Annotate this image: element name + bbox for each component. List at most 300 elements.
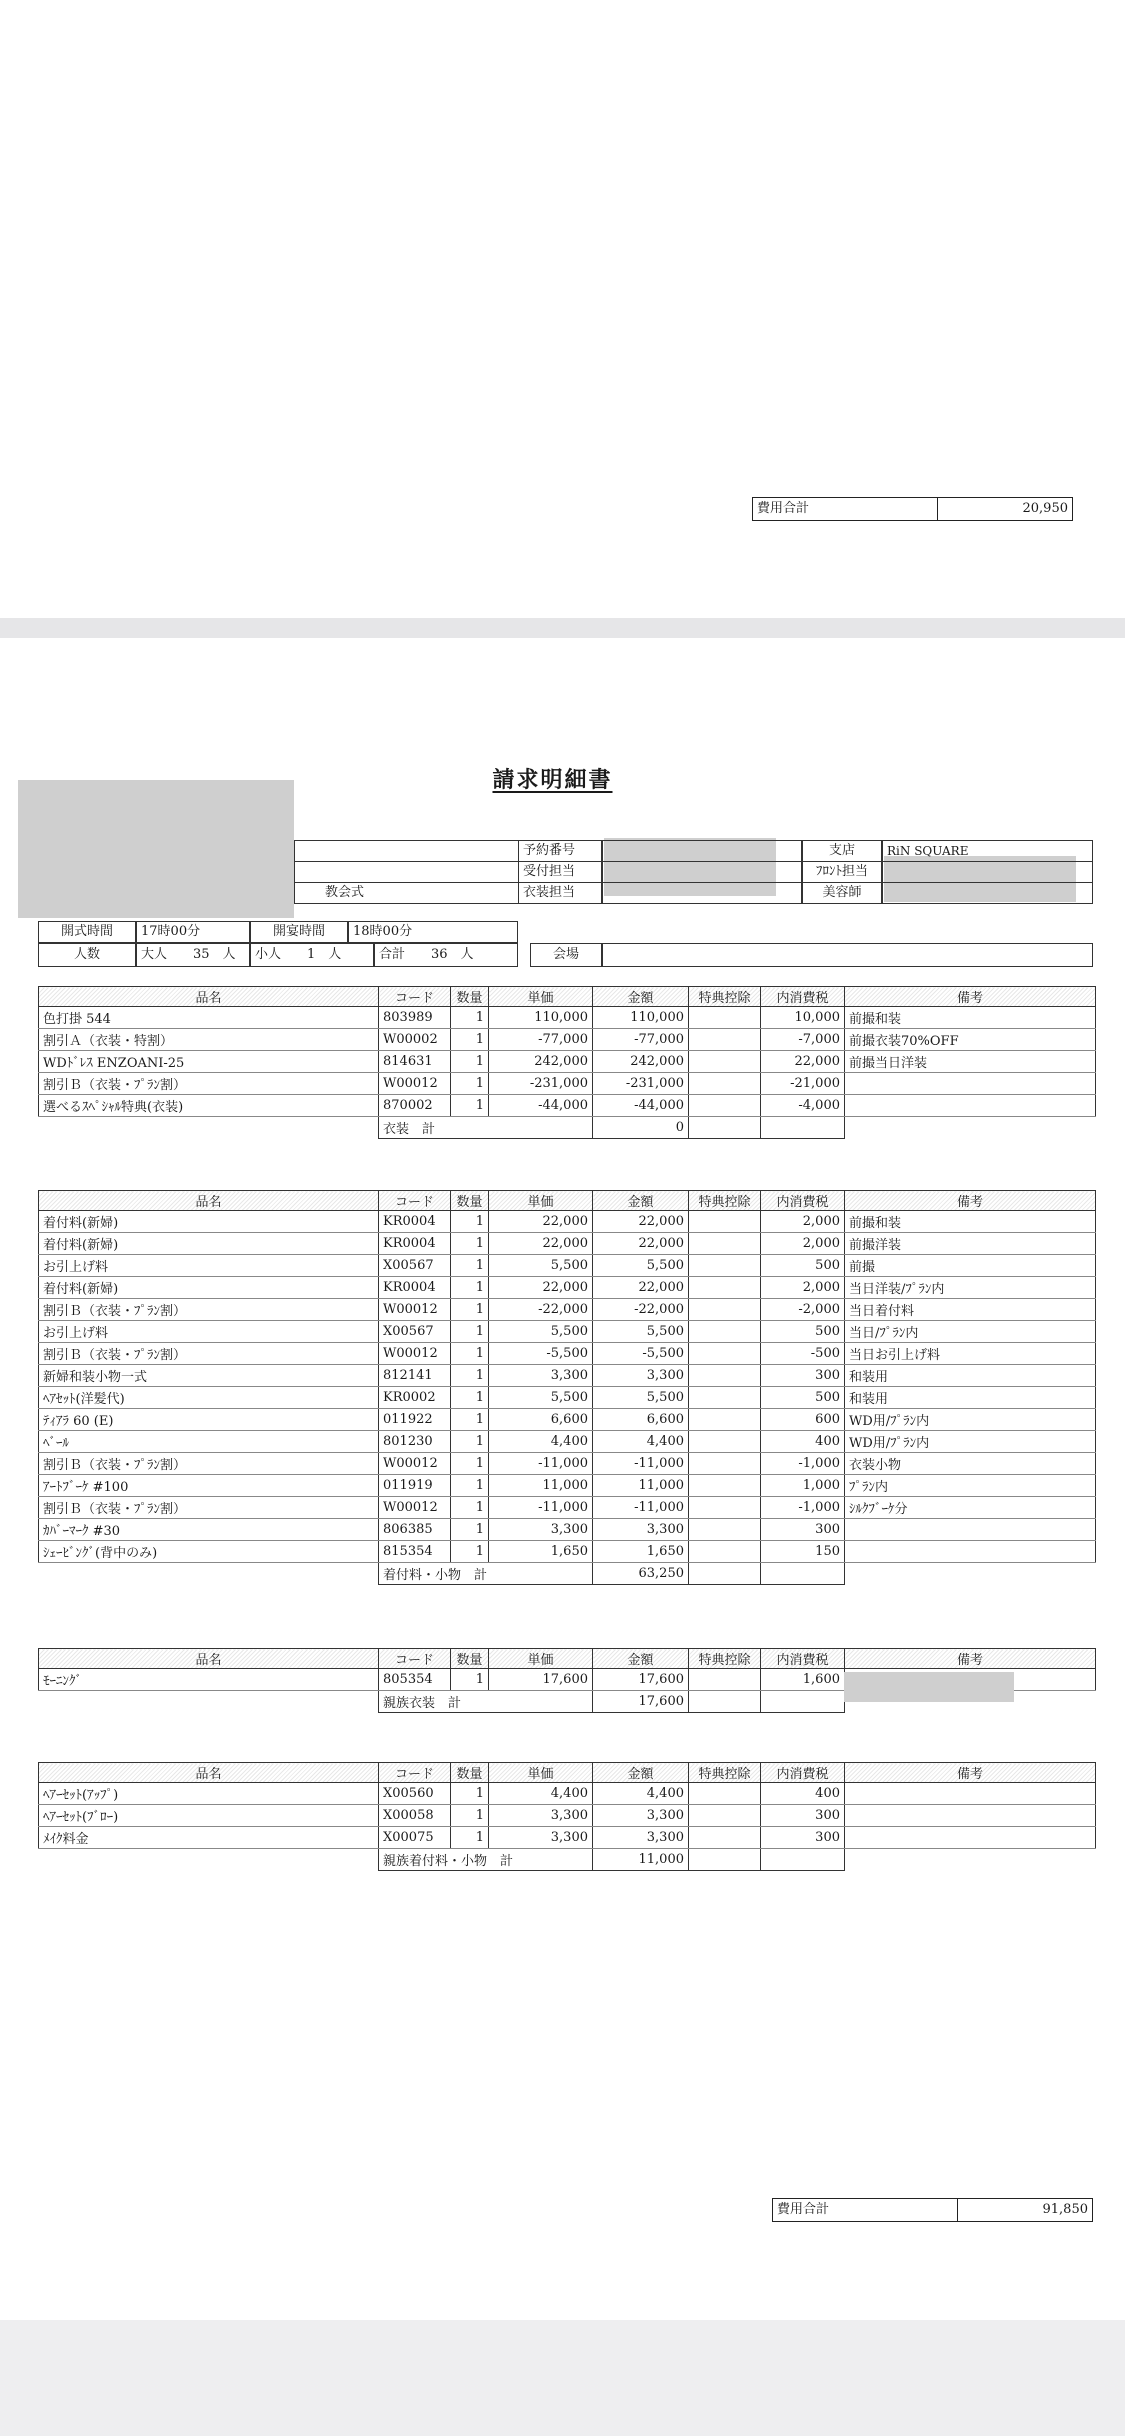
cell-name: 着付料(新婦) (39, 1211, 379, 1233)
table-row (39, 1343, 1096, 1365)
cell-tax: 2,000 (761, 1211, 845, 1233)
cell-unit: -11,000 (489, 1497, 593, 1519)
table-row (39, 1277, 1096, 1299)
subtotal-deduction (689, 1691, 761, 1713)
subtotal-row (39, 1117, 1096, 1139)
grand-total-value: 91,850 (1042, 2202, 1088, 2217)
reservation-no-label: 予約番号 (518, 840, 602, 862)
cell-code: 812141 (379, 1365, 451, 1387)
subtotal-value: 11,000 (593, 1849, 689, 1871)
cell-amount: 22,000 (593, 1277, 689, 1299)
cell-tax: -4,000 (761, 1095, 845, 1117)
table-row (39, 1211, 1096, 1233)
cell-code: 803989 (379, 1007, 451, 1029)
cell-note (845, 1805, 1096, 1827)
cell-tax: 400 (761, 1431, 845, 1453)
table-row (39, 1073, 1096, 1095)
cell-amount: 1,650 (593, 1541, 689, 1563)
column-header-tax: 内消費税 (761, 1763, 845, 1783)
cell-deduction (689, 1541, 761, 1563)
cell-unit: 6,600 (489, 1409, 593, 1431)
subtotal-row (39, 1849, 1096, 1871)
total-people: 合計 36 人 (374, 943, 518, 967)
cell-deduction (689, 1051, 761, 1073)
cell-name: お引上げ料 (39, 1321, 379, 1343)
column-header-qty: 数量 (451, 1763, 489, 1783)
cell-code: X00567 (379, 1255, 451, 1277)
cell-name: 割引Ｂ（衣装・ﾌﾟﾗﾝ割） (39, 1497, 379, 1519)
invoice-sheet (0, 638, 1125, 2320)
beautician-label: 美容師 (802, 882, 882, 904)
cell-unit: 3,300 (489, 1805, 593, 1827)
cell-qty: 1 (451, 1497, 489, 1519)
column-header-code: コード (379, 1191, 451, 1211)
cell-unit: -44,000 (489, 1095, 593, 1117)
column-header-note: 備考 (845, 987, 1096, 1007)
cell-unit: 242,000 (489, 1051, 593, 1073)
table-row (39, 1409, 1096, 1431)
table-header-row (39, 1763, 1096, 1783)
table-row (39, 1051, 1096, 1073)
cell-code: 814631 (379, 1051, 451, 1073)
cell-amount: -231,000 (593, 1073, 689, 1095)
column-header-tax: 内消費税 (761, 987, 845, 1007)
page1-total-value: 20,950 (1022, 501, 1068, 516)
table-row (39, 1387, 1096, 1409)
costume-staff-value (602, 882, 802, 904)
cell-amount: -44,000 (593, 1095, 689, 1117)
cell-amount: 17,600 (593, 1669, 689, 1691)
cell-name: ﾓｰﾆﾝｸﾞ (39, 1669, 379, 1691)
cell-note (845, 1827, 1096, 1849)
people-label: 人数 (38, 943, 136, 967)
cell-tax: -500 (761, 1343, 845, 1365)
cell-deduction (689, 1299, 761, 1321)
cell-qty: 1 (451, 1321, 489, 1343)
cell-code: KR0004 (379, 1233, 451, 1255)
subtotal-spacer-end (845, 1117, 1096, 1139)
column-header-deduction: 特典控除 (689, 1763, 761, 1783)
cell-code: KR0002 (379, 1387, 451, 1409)
cell-note: 前撮 (845, 1255, 1096, 1277)
cell-name: 着付料(新婦) (39, 1233, 379, 1255)
cell-deduction (689, 1343, 761, 1365)
cell-amount: 5,500 (593, 1255, 689, 1277)
page-divider (0, 618, 1125, 638)
page1-total-label: 費用合計 (753, 498, 938, 520)
column-header-deduction: 特典控除 (689, 1649, 761, 1669)
cell-unit: 4,400 (489, 1783, 593, 1805)
dressing-table (38, 1190, 1096, 1585)
cell-deduction (689, 1095, 761, 1117)
cell-note: 当日着付料 (845, 1299, 1096, 1321)
cell-qty: 1 (451, 1051, 489, 1073)
column-header-qty: 数量 (451, 987, 489, 1007)
cell-qty: 1 (451, 1255, 489, 1277)
cell-deduction (689, 1669, 761, 1691)
cell-deduction (689, 1453, 761, 1475)
cell-note: 当日お引上げ料 (845, 1343, 1096, 1365)
cell-qty: 1 (451, 1387, 489, 1409)
table-row (39, 1827, 1096, 1849)
subtotal-row (39, 1563, 1096, 1585)
cell-amount: 3,300 (593, 1519, 689, 1541)
cell-qty: 1 (451, 1277, 489, 1299)
reception-value (602, 861, 802, 883)
venue-suffix: 教会式 (294, 882, 518, 904)
cell-unit: 1,650 (489, 1541, 593, 1563)
column-header-amount: 金額 (593, 987, 689, 1007)
cell-name: 割引Ｂ（衣装・ﾌﾟﾗﾝ割） (39, 1299, 379, 1321)
cell-deduction (689, 1431, 761, 1453)
subtotal-label: 親族衣装 計 (379, 1691, 593, 1713)
costume-staff-label: 衣装担当 (518, 882, 602, 904)
cell-unit: 3,300 (489, 1827, 593, 1849)
cell-tax: 1,600 (761, 1669, 845, 1691)
cell-code: X00075 (379, 1827, 451, 1849)
cell-name: WDﾄﾞﾚｽ ENZOANI-25 (39, 1051, 379, 1073)
subtotal-tax (761, 1117, 845, 1139)
column-header-qty: 数量 (451, 1649, 489, 1669)
cell-deduction (689, 1211, 761, 1233)
cell-name: 割引Ｂ（衣装・ﾌﾟﾗﾝ割） (39, 1453, 379, 1475)
cell-qty: 1 (451, 1453, 489, 1475)
cell-amount: -22,000 (593, 1299, 689, 1321)
cell-unit: 5,500 (489, 1321, 593, 1343)
cell-tax: -7,000 (761, 1029, 845, 1051)
cell-name: 選べるｽﾍﾟｼｬﾙ特典(衣装) (39, 1095, 379, 1117)
table-row (39, 1783, 1096, 1805)
cell-name: ｶﾊﾞｰﾏｰｸ #30 (39, 1519, 379, 1541)
cell-qty: 1 (451, 1805, 489, 1827)
table-row (39, 1475, 1096, 1497)
cell-unit: 4,400 (489, 1431, 593, 1453)
subtotal-label: 親族着付料・小物 計 (379, 1849, 593, 1871)
cell-code: 806385 (379, 1519, 451, 1541)
cell-name: 割引Ｂ（衣装・ﾌﾟﾗﾝ割） (39, 1073, 379, 1095)
cell-amount: 22,000 (593, 1233, 689, 1255)
cell-deduction (689, 1497, 761, 1519)
cell-qty: 1 (451, 1669, 489, 1691)
table-row (39, 1541, 1096, 1563)
cell-tax: 300 (761, 1519, 845, 1541)
subtotal-tax (761, 1691, 845, 1713)
cell-code: W00012 (379, 1299, 451, 1321)
table-row (39, 1805, 1096, 1827)
table-row (39, 1299, 1096, 1321)
subtotal-deduction (689, 1117, 761, 1139)
cell-code: W00002 (379, 1029, 451, 1051)
cell-code: X00567 (379, 1321, 451, 1343)
subtotal-spacer (39, 1563, 379, 1585)
front-value (882, 861, 1093, 883)
table-row (39, 1321, 1096, 1343)
column-header-name: 品名 (39, 1191, 379, 1211)
cell-amount: 110,000 (593, 1007, 689, 1029)
cell-note (845, 1783, 1096, 1805)
cell-unit: -77,000 (489, 1029, 593, 1051)
cell-deduction (689, 1321, 761, 1343)
column-header-unit: 単価 (489, 1763, 593, 1783)
children-count: 小人 1 人 (250, 943, 374, 967)
subtotal-label: 衣装 計 (379, 1117, 593, 1139)
column-header-deduction: 特典控除 (689, 1191, 761, 1211)
adults-count: 大人 35 人 (136, 943, 250, 967)
cell-deduction (689, 1409, 761, 1431)
cell-qty: 1 (451, 1299, 489, 1321)
cell-name: 色打掛 544 (39, 1007, 379, 1029)
cell-tax: 2,000 (761, 1277, 845, 1299)
cell-deduction (689, 1029, 761, 1051)
cell-qty: 1 (451, 1343, 489, 1365)
cell-deduction (689, 1255, 761, 1277)
cell-tax: 500 (761, 1321, 845, 1343)
cell-note: 和装用 (845, 1387, 1096, 1409)
cell-amount: 5,500 (593, 1321, 689, 1343)
cell-name: ｼｪｰﾋﾞﾝｸﾞ(背中のみ) (39, 1541, 379, 1563)
cell-unit: 22,000 (489, 1277, 593, 1299)
cell-unit: 5,500 (489, 1387, 593, 1409)
table-row (39, 1453, 1096, 1475)
column-header-unit: 単価 (489, 1191, 593, 1211)
cell-amount: 242,000 (593, 1051, 689, 1073)
document-title: 請求明細書 (492, 767, 613, 793)
cell-qty: 1 (451, 1783, 489, 1805)
cell-note: 前撮和装 (845, 1007, 1096, 1029)
cell-deduction (689, 1365, 761, 1387)
cell-unit: 17,600 (489, 1669, 593, 1691)
cell-unit: 11,000 (489, 1475, 593, 1497)
cell-tax: 10,000 (761, 1007, 845, 1029)
cell-tax: 500 (761, 1387, 845, 1409)
cell-note: ﾌﾟﾗﾝ内 (845, 1475, 1096, 1497)
ceremony-time-label: 開式時間 (38, 921, 136, 943)
cell-qty: 1 (451, 1827, 489, 1849)
cell-code: 801230 (379, 1431, 451, 1453)
grand-total-box (772, 2198, 1093, 2222)
cell-deduction (689, 1805, 761, 1827)
cell-name: ﾍﾞｰﾙ (39, 1431, 379, 1453)
cell-amount: 3,300 (593, 1365, 689, 1387)
cell-code: W00012 (379, 1453, 451, 1475)
table-row (39, 1095, 1096, 1117)
cell-unit: -5,500 (489, 1343, 593, 1365)
subtotal-spacer (39, 1117, 379, 1139)
column-header-tax: 内消費税 (761, 1191, 845, 1211)
customer-name-cell (294, 840, 518, 862)
table-row (39, 1519, 1096, 1541)
cell-deduction (689, 1073, 761, 1095)
cell-unit: 22,000 (489, 1233, 593, 1255)
cell-note: 前撮衣装70%OFF (845, 1029, 1096, 1051)
cell-code: 805354 (379, 1669, 451, 1691)
reception-time-label: 開宴時間 (250, 921, 348, 943)
cell-code: X00560 (379, 1783, 451, 1805)
cell-deduction (689, 1233, 761, 1255)
column-header-amount: 金額 (593, 1191, 689, 1211)
column-header-note: 備考 (845, 1191, 1096, 1211)
customer-address-cell (294, 861, 518, 883)
cell-tax: 22,000 (761, 1051, 845, 1073)
cell-code: W00012 (379, 1497, 451, 1519)
cell-note: ｼﾙｸﾌﾞｰｹ分 (845, 1497, 1096, 1519)
costume-table (38, 986, 1096, 1139)
cell-amount: 4,400 (593, 1431, 689, 1453)
column-header-amount: 金額 (593, 1763, 689, 1783)
subtotal-value: 17,600 (593, 1691, 689, 1713)
subtotal-deduction (689, 1849, 761, 1871)
cell-deduction (689, 1827, 761, 1849)
cell-name: 着付料(新婦) (39, 1277, 379, 1299)
cell-note (845, 1073, 1096, 1095)
cell-qty: 1 (451, 1007, 489, 1029)
cell-unit: 3,300 (489, 1365, 593, 1387)
page1-total-box (752, 497, 1073, 521)
cell-tax: 1,000 (761, 1475, 845, 1497)
table-row (39, 1029, 1096, 1051)
beautician-value (882, 882, 1093, 904)
table-row (39, 1497, 1096, 1519)
cell-tax: 300 (761, 1827, 845, 1849)
cell-name: 割引Ａ（衣装・特割） (39, 1029, 379, 1051)
cell-name: ﾍｱｰｾｯﾄ(ｱｯﾌﾟ) (39, 1783, 379, 1805)
column-header-unit: 単価 (489, 1649, 593, 1669)
subtotal-value: 0 (593, 1117, 689, 1139)
branch-label: 支店 (802, 840, 882, 862)
cell-code: 815354 (379, 1541, 451, 1563)
subtotal-tax (761, 1849, 845, 1871)
previous-sheet (0, 0, 1125, 618)
table-row (39, 1431, 1096, 1453)
cell-note (845, 1519, 1096, 1541)
cell-code: X00058 (379, 1805, 451, 1827)
cell-code: 011919 (379, 1475, 451, 1497)
cell-tax: -2,000 (761, 1299, 845, 1321)
cell-amount: -11,000 (593, 1453, 689, 1475)
cell-unit: -231,000 (489, 1073, 593, 1095)
cell-tax: 150 (761, 1541, 845, 1563)
table-header-row (39, 1649, 1096, 1669)
cell-unit: 110,000 (489, 1007, 593, 1029)
cell-deduction (689, 1387, 761, 1409)
reception-label: 受付担当 (518, 861, 602, 883)
column-header-name: 品名 (39, 1763, 379, 1783)
cell-code: KR0004 (379, 1277, 451, 1299)
front-label: ﾌﾛﾝﾄ担当 (802, 861, 882, 883)
cell-deduction (689, 1475, 761, 1497)
cell-qty: 1 (451, 1073, 489, 1095)
subtotal-spacer-end (845, 1849, 1096, 1871)
column-header-tax: 内消費税 (761, 1649, 845, 1669)
cell-unit: 22,000 (489, 1211, 593, 1233)
cell-note: WD用/ﾌﾟﾗﾝ内 (845, 1409, 1096, 1431)
cell-qty: 1 (451, 1211, 489, 1233)
cell-amount: 11,000 (593, 1475, 689, 1497)
subtotal-value: 63,250 (593, 1563, 689, 1585)
cell-code: 870002 (379, 1095, 451, 1117)
cell-unit: -22,000 (489, 1299, 593, 1321)
cell-tax: -21,000 (761, 1073, 845, 1095)
column-header-amount: 金額 (593, 1649, 689, 1669)
cell-note (845, 1095, 1096, 1117)
cell-name: ﾍｱｰｾｯﾄ(ﾌﾞﾛｰ) (39, 1805, 379, 1827)
column-header-code: コード (379, 1649, 451, 1669)
subtotal-spacer (39, 1691, 379, 1713)
cell-note: 当日/ﾌﾟﾗﾝ内 (845, 1321, 1096, 1343)
hall-label: 会場 (530, 943, 602, 967)
ceremony-time-value: 17時00分 (136, 921, 250, 943)
redacted-customer-block (18, 780, 294, 918)
cell-deduction (689, 1783, 761, 1805)
table-row (39, 1365, 1096, 1387)
column-header-note: 備考 (845, 1649, 1096, 1669)
column-header-qty: 数量 (451, 1191, 489, 1211)
cell-tax: -1,000 (761, 1453, 845, 1475)
subtotal-spacer (39, 1849, 379, 1871)
subtotal-label: 着付料・小物 計 (379, 1563, 593, 1585)
cell-note (845, 1541, 1096, 1563)
reception-time-value: 18時00分 (348, 921, 518, 943)
cell-amount: -5,500 (593, 1343, 689, 1365)
cell-tax: 300 (761, 1805, 845, 1827)
cell-deduction (689, 1007, 761, 1029)
grand-total-label: 費用合計 (773, 2199, 958, 2221)
column-header-deduction: 特典控除 (689, 987, 761, 1007)
cell-code: KR0004 (379, 1211, 451, 1233)
cell-amount: 4,400 (593, 1783, 689, 1805)
cell-unit: -11,000 (489, 1453, 593, 1475)
column-header-code: コード (379, 1763, 451, 1783)
cell-amount: 3,300 (593, 1805, 689, 1827)
cell-tax: 500 (761, 1255, 845, 1277)
table-header-row (39, 987, 1096, 1007)
cell-name: ﾒｲｸ料金 (39, 1827, 379, 1849)
cell-qty: 1 (451, 1541, 489, 1563)
cell-name: 新婦和装小物一式 (39, 1365, 379, 1387)
cell-qty: 1 (451, 1095, 489, 1117)
cell-name: 割引Ｂ（衣装・ﾌﾟﾗﾝ割） (39, 1343, 379, 1365)
cell-name: お引上げ料 (39, 1255, 379, 1277)
table-row (39, 1255, 1096, 1277)
cell-qty: 1 (451, 1233, 489, 1255)
reservation-no-value (602, 840, 802, 862)
cell-qty: 1 (451, 1365, 489, 1387)
cell-unit: 3,300 (489, 1519, 593, 1541)
cell-name: ｱｰﾄﾌﾞｰｹ #100 (39, 1475, 379, 1497)
cell-unit: 5,500 (489, 1255, 593, 1277)
cell-qty: 1 (451, 1519, 489, 1541)
cell-amount: 22,000 (593, 1211, 689, 1233)
cell-qty: 1 (451, 1431, 489, 1453)
cell-note: 和装用 (845, 1365, 1096, 1387)
cell-note: 前撮和装 (845, 1211, 1096, 1233)
bottom-margin (0, 2320, 1125, 2436)
cell-tax: 300 (761, 1365, 845, 1387)
cell-code: W00012 (379, 1343, 451, 1365)
cell-note: 当日洋装/ﾌﾟﾗﾝ内 (845, 1277, 1096, 1299)
cell-qty: 1 (451, 1029, 489, 1051)
cell-deduction (689, 1519, 761, 1541)
cell-note: WD用/ﾌﾟﾗﾝ内 (845, 1431, 1096, 1453)
table-row (39, 1007, 1096, 1029)
cell-qty: 1 (451, 1409, 489, 1431)
cell-note: 前撮洋装 (845, 1233, 1096, 1255)
cell-code: W00012 (379, 1073, 451, 1095)
cell-tax: -1,000 (761, 1497, 845, 1519)
subtotal-spacer-end (845, 1563, 1096, 1585)
column-header-code: コード (379, 987, 451, 1007)
cell-name: ﾍｱｾｯﾄ(洋髪代) (39, 1387, 379, 1409)
